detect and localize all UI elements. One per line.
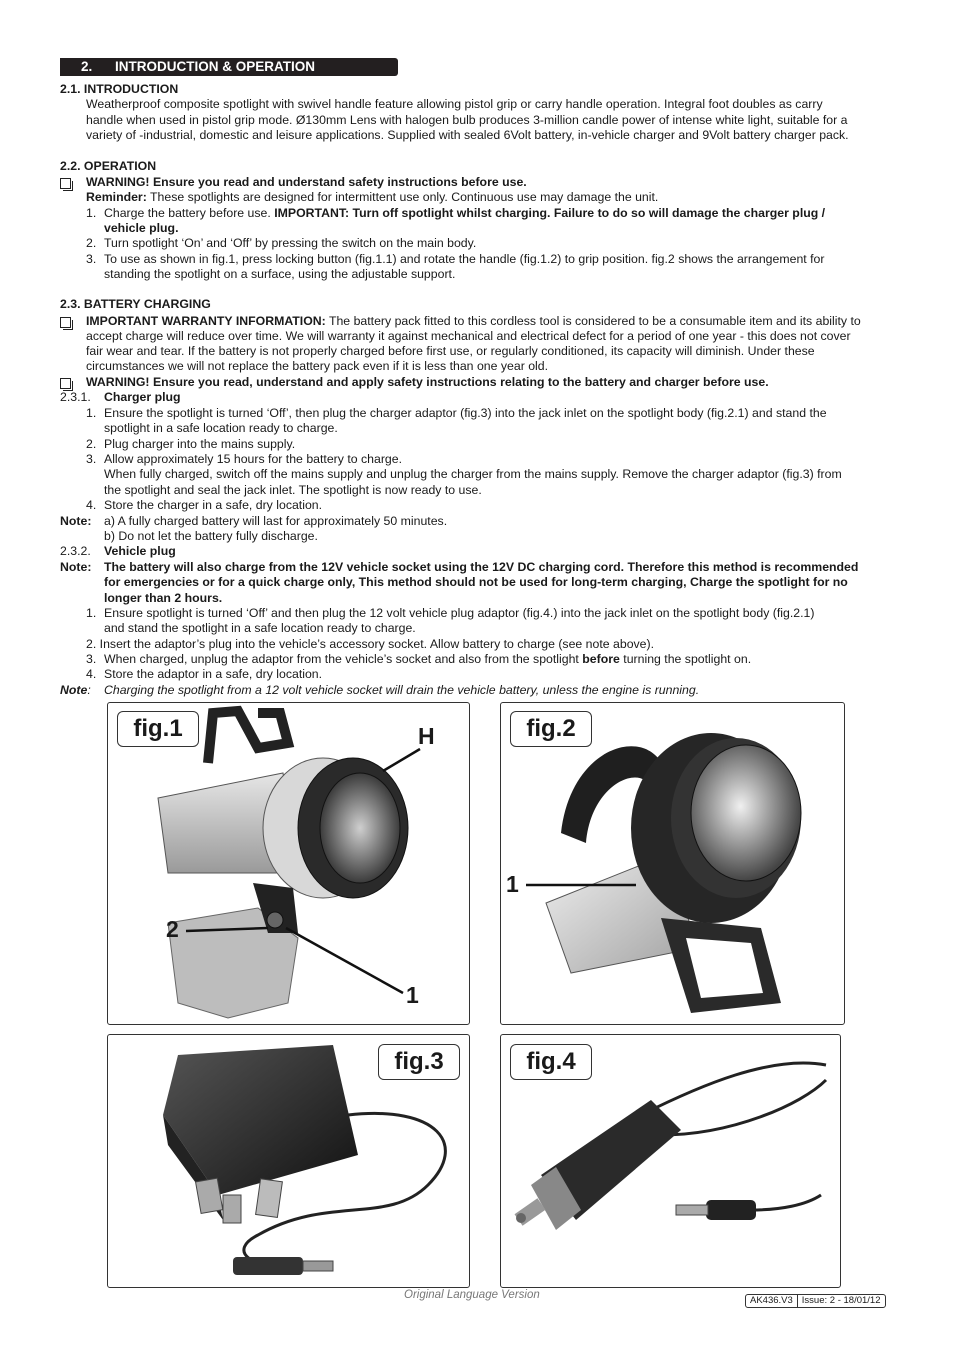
subsection-number: 2.3.1.	[60, 390, 91, 404]
step-number: 1.	[86, 406, 97, 420]
step1-bold-continued: vehicle plug.	[104, 221, 179, 235]
callout-1: 1	[506, 871, 519, 897]
note-label: Note:	[60, 560, 92, 574]
final-note-label: Note	[60, 683, 88, 697]
step2-text: Turn spotlight ‘On’ and ‘Off’ by pressing the switch on the main body.	[104, 236, 477, 250]
footer-reference	[745, 1294, 886, 1308]
warranty-line: circumstances we will not replace the battery pack even if it is less than one year old.	[86, 359, 549, 373]
warranty-label: IMPORTANT WARRANTY INFORMATION:	[86, 314, 326, 328]
step-number: 4.	[86, 667, 97, 681]
operation-heading: 2.2. OPERATION	[60, 159, 157, 173]
plug-step-text: Plug charger into the mains supply.	[104, 437, 296, 451]
note-a: a) A fully charged battery will last for approximately 50 minutes.	[104, 514, 448, 528]
subsection-title: Charger plug	[104, 390, 181, 404]
step-number: 2.	[86, 437, 97, 451]
figure-4	[500, 1034, 841, 1288]
checkbox-icon	[60, 317, 71, 328]
step3-text-continued: standing the spotlight on a surface, using the adjustable support.	[104, 267, 456, 281]
intro-line: variety of -industrial, domestic and leisure applications. Supplied with sealed 6Volt battery, in-vehicle charger and 9Volt battery charger pack.	[86, 128, 849, 142]
vehicle-note-line: The battery will also charge from the 12V vehicle socket using the 12V DC charging cord. Therefore this method is recommended	[104, 560, 859, 574]
final-note-colon: :	[87, 683, 91, 697]
step-text	[104, 206, 825, 221]
callout-h: H	[418, 723, 435, 749]
vehicle-note-line: longer than 2 hours.	[104, 591, 223, 605]
fig2-label: fig.2	[510, 711, 592, 747]
callout-1: 1	[406, 982, 419, 1008]
section-title: INTRODUCTION & OPERATION	[115, 59, 315, 74]
fig4-label: fig.4	[510, 1044, 592, 1080]
v3-text2: turning the spotlight on.	[619, 652, 752, 666]
plug-step-text: the spotlight and seal the jack inlet. The spotlight is now ready to use.	[104, 483, 482, 497]
step-number: 3.	[86, 452, 97, 466]
spotlight-standing-image	[501, 703, 844, 1024]
footer-version: Original Language Version	[404, 1289, 540, 1301]
checkbox-icon	[60, 378, 71, 389]
final-note	[60, 683, 91, 698]
warranty-text: The battery pack fitted to this cordless tool is considered to be a consumable item and its ability to	[325, 314, 861, 328]
step-number: 1.	[86, 606, 97, 620]
plug-step-text: spotlight in a safe location ready to charge.	[104, 421, 338, 435]
vehicle-step-text: Ensure spotlight is turned ‘Off’ and then plug the 12 volt vehicle plug adaptor (fig.4.) into the jack inlet on the spotlight body (fig.2.1)	[104, 606, 815, 620]
step3-text: To use as shown in fig.1, press locking button (fig.1.1) and rotate the handle (fig.1.2) to grip position. fig.2 shows the arrangement for	[104, 252, 825, 266]
plug-step-text: Store the charger in a safe, dry location.	[104, 498, 323, 512]
operation-warning: WARNING! Ensure you read and understand safety instructions before use.	[86, 175, 527, 189]
step-number: 4.	[86, 498, 97, 512]
subsection-title: Vehicle plug	[104, 544, 176, 558]
warranty	[86, 314, 861, 329]
fig3-label: fig.3	[378, 1044, 460, 1080]
reminder-text: These spotlights are designed for intermittent use only. Continuous use may damage the unit.	[146, 190, 659, 204]
vehicle-step-text: 2. Insert the adaptor’s plug into the vehicle’s accessory socket. Allow battery to charge (see note above).	[86, 637, 655, 651]
note-b: b) Do not let the battery fully discharge.	[104, 529, 318, 543]
vehicle-step-text: Store the adaptor in a safe, dry location.	[104, 667, 323, 681]
step1-bold: IMPORTANT: Turn off spotlight whilst charging. Failure to do so will damage the charger plug /	[274, 206, 826, 220]
charging-heading: 2.3. BATTERY CHARGING	[60, 297, 211, 311]
callout-2: 2	[166, 916, 179, 942]
plug-step-text: Allow approximately 15 hours for the battery to charge.	[104, 452, 403, 466]
reminder	[86, 190, 658, 205]
intro-heading: 2.1. INTRODUCTION	[60, 82, 179, 96]
step-number: 1.	[86, 206, 97, 220]
figure-3	[107, 1034, 470, 1288]
step1-text: Charge the battery before use.	[104, 206, 275, 220]
figure-2	[500, 702, 845, 1025]
step-number: 3.	[86, 652, 97, 666]
step-number: 2.	[86, 236, 97, 250]
section-header	[60, 58, 398, 76]
note-label: Note:	[60, 514, 92, 528]
intro-line: handle when used in pistol grip mode. Ø130mm Lens with halogen bulb produces 3-million candle power of intense white light, suitable for a	[86, 113, 848, 127]
vehicle-step3	[104, 652, 751, 667]
reminder-label: Reminder:	[86, 190, 147, 204]
model-number: AK436.V3	[750, 1295, 793, 1306]
warranty-line: accept charge will reduce over time. We will warranty it against mechanical and electrical defect for a period of one year - this does not cover	[86, 329, 851, 343]
warranty-line: fair wear and tear. If the battery is not properly charged before first use, or regularly conditioned, its capacity will diminish. Under these	[86, 344, 815, 358]
checkbox-icon	[60, 178, 71, 189]
charging-warning: WARNING! Ensure you read, understand and apply safety instructions relating to the battery and charger before use.	[86, 375, 769, 389]
plug-step-text: When fully charged, switch off the mains supply and unplug the charger from the mains supply. Remove the charger adaptor (fig.3) from	[104, 467, 842, 481]
spotlight-pistol-grip-image	[108, 703, 469, 1024]
intro-line: Weatherproof composite spotlight with swivel handle feature allowing pistol grip or carry handle operation. Integral foot doubles as carry	[86, 97, 823, 111]
v3-text: When charged, unplug the adaptor from the vehicle’s socket and also from the spotlight	[104, 652, 583, 666]
final-note-text: Charging the spotlight from a 12 volt vehicle socket will drain the vehicle battery, unless the engine is running.	[104, 683, 700, 697]
vehicle-step-text: and stand the spotlight in a safe location ready to charge.	[104, 621, 416, 635]
section-number: 2.	[81, 59, 93, 74]
issue-date: Issue: 2 - 18/01/12	[801, 1295, 881, 1306]
step-number: 3.	[86, 252, 97, 266]
figure-1	[107, 702, 470, 1025]
fig1-label: fig.1	[117, 711, 199, 747]
v3-bold: before	[582, 652, 620, 666]
vehicle-note-line: for emergencies or for a quick charge only, This method should not be used for long-term charging, Charge the spotlight for no	[104, 575, 848, 589]
subsection-number: 2.3.2.	[60, 544, 91, 558]
plug-step-text: Ensure the spotlight is turned ‘Off’, then plug the charger adaptor (fig.3) into the jack inlet on the spotlight body (fig.2.1) and stand the	[104, 406, 827, 420]
